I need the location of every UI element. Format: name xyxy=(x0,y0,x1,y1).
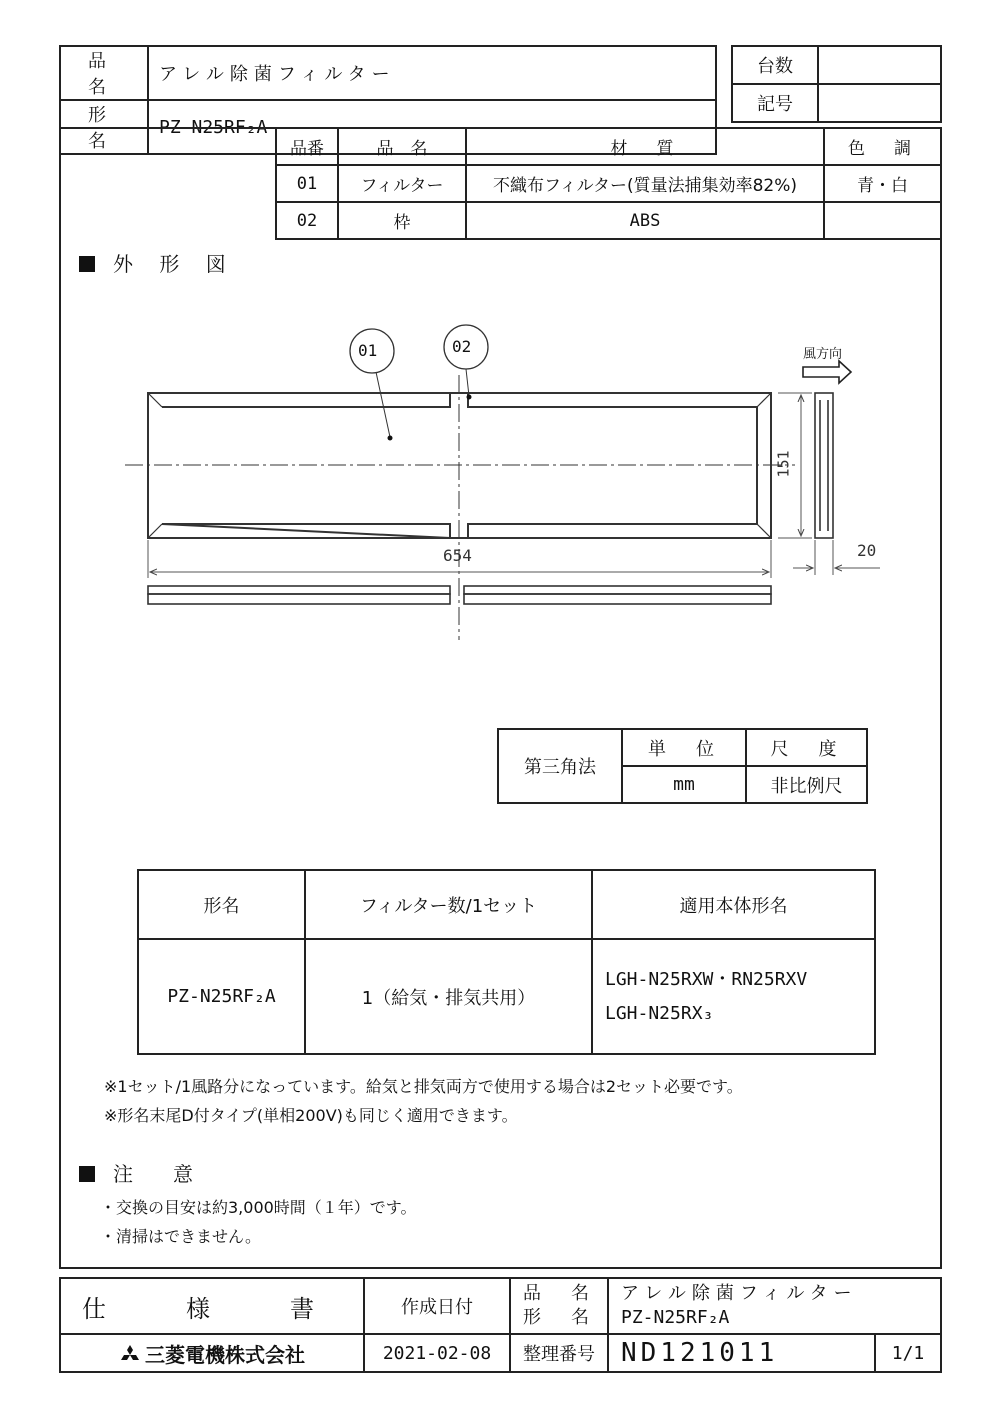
part-no: 01 xyxy=(276,165,338,202)
footer-model: PZ-N25RF₂A xyxy=(621,1307,730,1328)
scale-value: 非比例尺 xyxy=(746,766,867,803)
caution-list xyxy=(100,1193,417,1251)
airflow-label: 風方向 xyxy=(803,347,843,362)
footer-title-block xyxy=(59,1277,942,1373)
outline-drawing xyxy=(0,0,1000,660)
spec-count: 1（給気・排気共用） xyxy=(305,939,592,1054)
footer-hinmei-label: 品 名 xyxy=(523,1283,595,1304)
projection-method: 第三角法 xyxy=(498,729,622,803)
caution-section-title: 注 意 xyxy=(79,1158,203,1187)
spec-model: PZ-N25RF₂A xyxy=(138,939,305,1054)
callout-02-label: 02 xyxy=(452,337,472,356)
doc-no-label: 整理番号 xyxy=(510,1334,608,1372)
airflow-arrow-icon xyxy=(803,361,851,383)
section-marker-icon xyxy=(79,1166,95,1182)
model-name: PZ-N25RF₂A xyxy=(148,100,716,154)
parts-header-material: 材 質 xyxy=(466,128,824,165)
company-cell xyxy=(60,1334,364,1372)
daisu-label: 台数 xyxy=(732,46,818,84)
dim-depth: 20 xyxy=(857,541,877,560)
parts-header-name: 品 名 xyxy=(338,128,466,165)
outline-section-title: 外 形 図 xyxy=(79,248,236,277)
product-name: アレル除菌フィルター xyxy=(148,46,716,100)
part-name: フィルター xyxy=(338,165,466,202)
mitsubishi-logo-icon xyxy=(119,1345,141,1365)
footer-katamei-label: 形 名 xyxy=(523,1307,595,1328)
name-labels xyxy=(510,1278,608,1334)
kigo-label: 記号 xyxy=(732,84,818,122)
part-no: 02 xyxy=(276,202,338,239)
callout-01-label: 01 xyxy=(358,341,378,360)
parts-header-no: 品番 xyxy=(276,128,338,165)
doc-no: ND121011 xyxy=(608,1334,875,1372)
parts-header-color: 色 調 xyxy=(824,128,941,165)
spec-header-applicable: 適用本体形名 xyxy=(592,870,875,939)
doc-type: 仕 様 書 xyxy=(60,1278,364,1334)
spec-header-model: 形名 xyxy=(138,870,305,939)
applicable-model-2: LGH-N25RX₃ xyxy=(605,1002,714,1024)
filter-side-view xyxy=(815,393,833,538)
caution-item: ・交換の目安は約3,000時間（１年）です。 xyxy=(100,1198,417,1217)
company-name: 三菱電機株式会社 xyxy=(145,1342,305,1367)
projection-table xyxy=(497,728,868,804)
scale-label: 尺 度 xyxy=(746,729,867,766)
footer-product xyxy=(608,1278,941,1334)
unit-value: mm xyxy=(622,766,746,803)
notes xyxy=(104,1072,743,1130)
dim-height: 151 xyxy=(774,450,793,478)
table-row xyxy=(138,939,875,1054)
caution-item: ・清掃はできません。 xyxy=(100,1227,261,1246)
date-value: 2021-02-08 xyxy=(364,1334,510,1372)
note-line: ※1セット/1風路分になっています。給気と排気両方で使用する場合は2セット必要です。 xyxy=(104,1077,743,1096)
part-name: 枠 xyxy=(338,202,466,239)
part-material: ABS xyxy=(466,202,824,239)
part-color: 青・白 xyxy=(824,165,941,202)
spec-header-count: フィルター数/1セット xyxy=(305,870,592,939)
spec-table xyxy=(137,869,876,1055)
footer-product-name: アレル除菌フィルター xyxy=(621,1283,858,1304)
date-label: 作成日付 xyxy=(364,1278,510,1334)
unit-label: 単 位 xyxy=(622,729,746,766)
note-line: ※形名末尾D付タイプ(単相200V)も同じく適用できます。 xyxy=(104,1106,518,1125)
page-no: 1/1 xyxy=(875,1334,941,1372)
spec-applicable xyxy=(592,939,875,1054)
hinmei-label: 品 名 xyxy=(60,46,148,100)
katamei-label: 形 名 xyxy=(60,100,148,154)
dim-width: 654 xyxy=(443,546,472,565)
part-material: 不織布フィルター(質量法捕集効率82%) xyxy=(466,165,824,202)
applicable-model-1: LGH-N25RXW・RN25RXV xyxy=(605,968,808,990)
